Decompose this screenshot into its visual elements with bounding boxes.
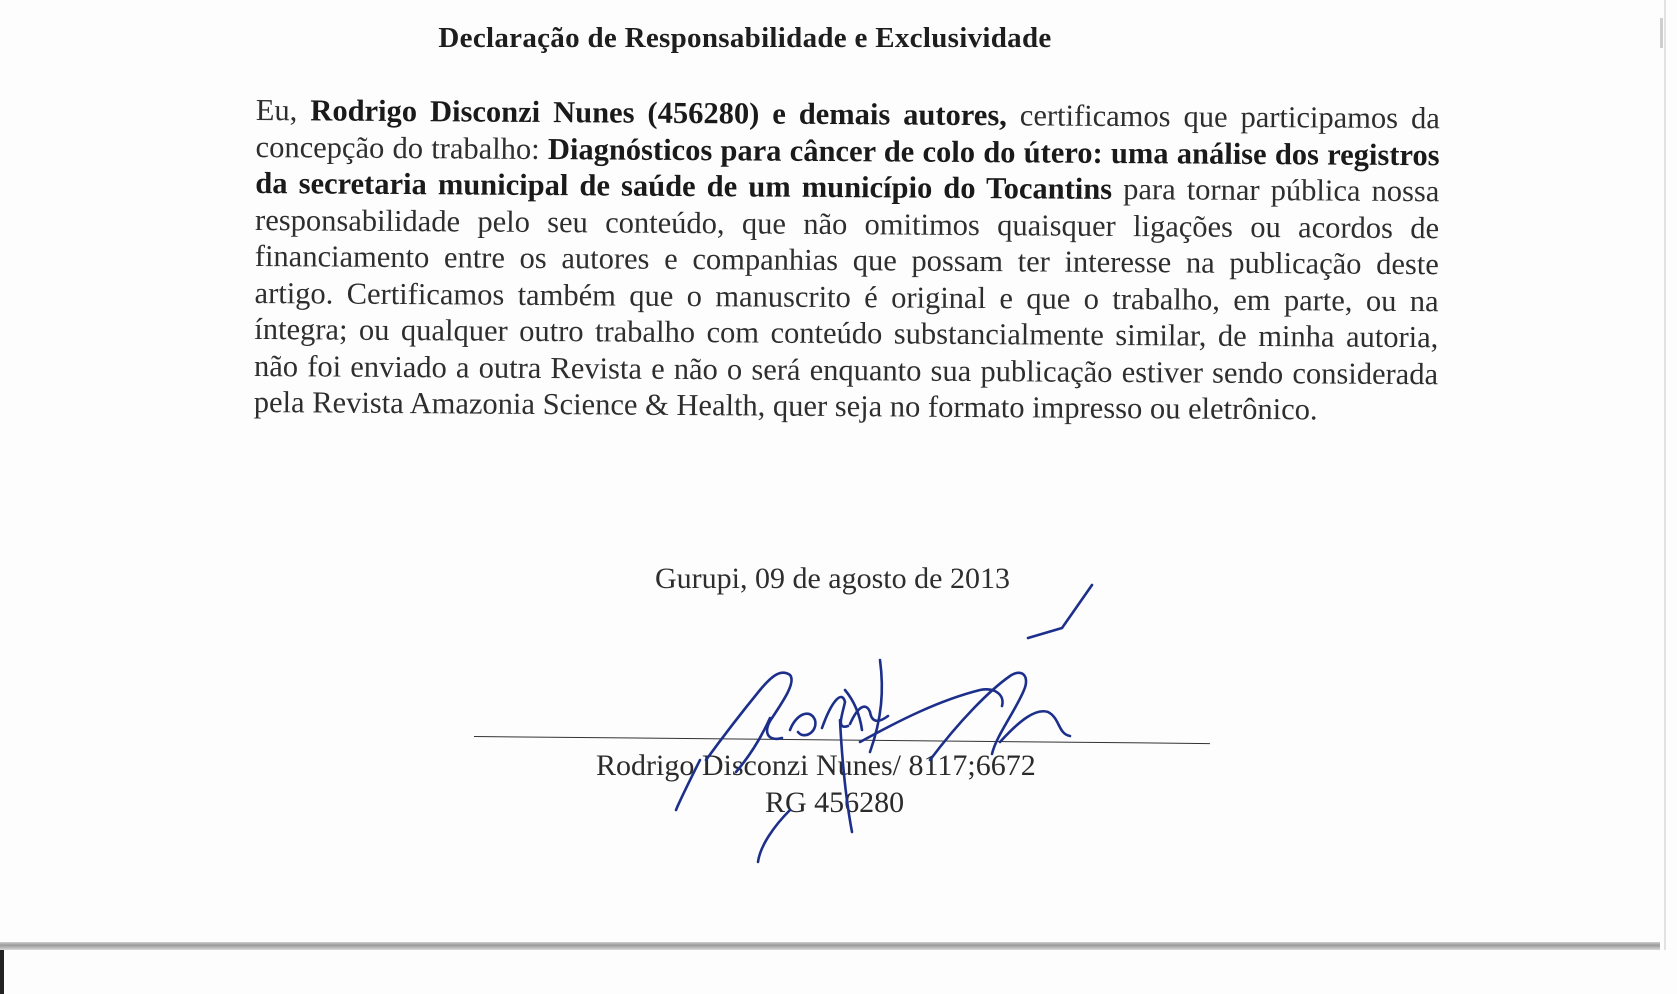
page-edge-bottom — [0, 942, 1660, 950]
paragraph-text-2: para tornar pública nossa responsabilidade pelo seu conteúdo, que não omitimos quaisquer ligações ou acordos de financiamento entre os autores e companhias que possam ter interesse na publicação deste artigo. Certificamos também que o manuscrito é original e que o trabalho, em parte, ou na íntegra; ou qualquer outro trabalho com conteúdo substancialmente similar, de minha autoria, não foi enviado a outra Revista e não o será enquanto sua publicação estiver sendo considerada pela Revista Amazonia Science & Health, quer seja no formato impresso ou eletrônico. — [253, 171, 1440, 427]
scan-mark — [1660, 18, 1663, 48]
work-title-bold: Diagnósticos para câncer de colo do útero: uma análise dos registros da secretaria municipal de saúde de um município do Tocantins — [255, 131, 1440, 206]
place-and-date: Gurupi, 09 de agosto de 2013 — [655, 562, 1010, 595]
scan-border — [0, 950, 4, 994]
document-title: Declaração de Responsabilidade e Exclusividade — [438, 22, 1052, 54]
signer-name: Rodrigo Disconzi Nunes/ 8117;6672 — [596, 749, 1036, 782]
paragraph-text-1: certificamos que participamos da concepção do trabalho: — [255, 98, 1440, 166]
declaration-paragraph — [254, 92, 1440, 429]
signer-id: RG 456280 — [765, 786, 905, 819]
paragraph-intro: Eu, — [255, 92, 311, 128]
page-edge-right — [1664, 0, 1666, 950]
author-name-bold: Rodrigo Disconzi Nunes (456280) e demais autores, — [310, 93, 1008, 133]
signature-line — [474, 736, 1210, 744]
